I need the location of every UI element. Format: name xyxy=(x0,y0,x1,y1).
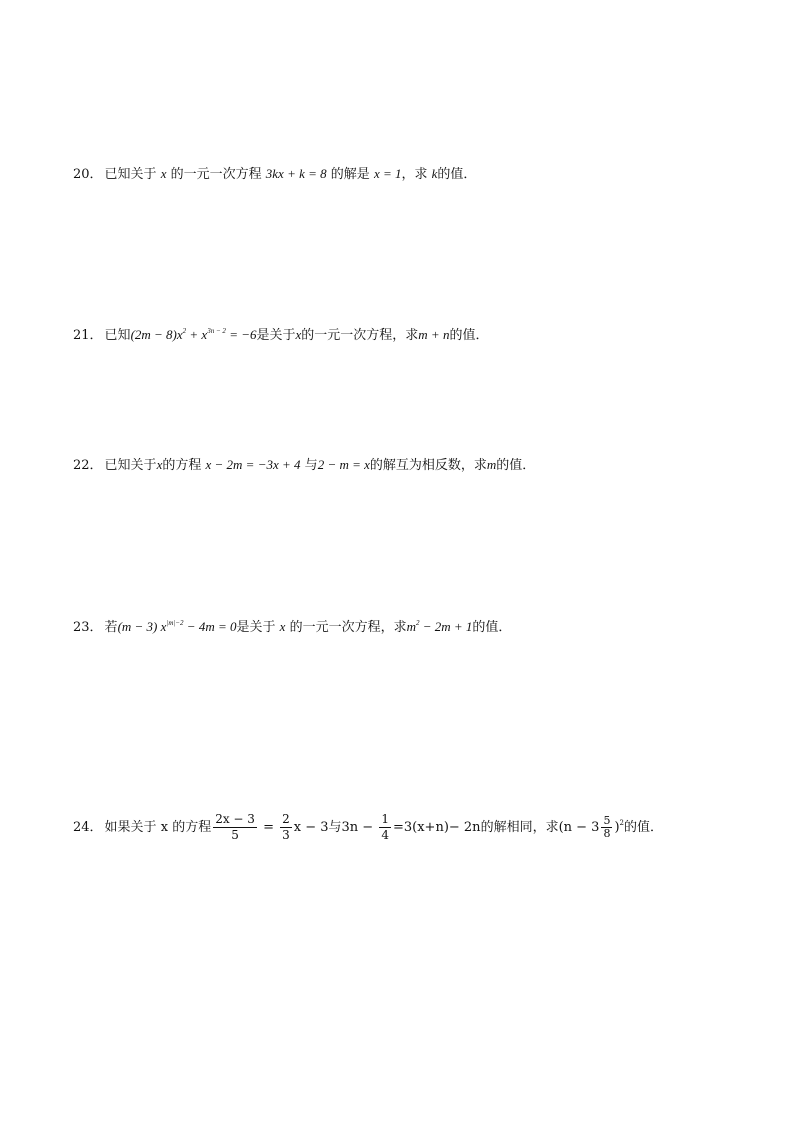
math-variable: x xyxy=(160,166,167,181)
problem-number: 20． xyxy=(73,167,103,182)
problem-text: 的一元一次方程，求 xyxy=(289,620,407,635)
problem-text: 的值． xyxy=(437,167,477,182)
problem-24 xyxy=(73,808,663,848)
problem-22 xyxy=(73,457,535,474)
problem-text: 如果关于 xyxy=(104,820,157,835)
fraction xyxy=(280,812,292,843)
math-term: x − 3 xyxy=(293,820,329,835)
math-term: + x xyxy=(186,327,208,342)
fraction-denominator: 8 xyxy=(603,827,611,840)
math-exponent: 2 xyxy=(182,327,187,335)
math-equation xyxy=(131,327,257,342)
math-term: ) xyxy=(614,820,620,835)
fraction-numerator: 2x − 3 xyxy=(215,812,255,826)
math-term: 3n − xyxy=(341,820,378,835)
problem-text: 的值． xyxy=(449,328,489,343)
problem-text: 的方程 xyxy=(162,458,202,473)
problem-text: 已知 xyxy=(104,328,131,343)
fraction-denominator: 4 xyxy=(381,828,389,842)
problem-text: 与 xyxy=(304,458,318,473)
problem-text: 若 xyxy=(104,620,118,635)
math-variable: x xyxy=(156,457,163,472)
math-term: (2m − 8)x xyxy=(130,327,183,342)
math-term: (n − 3 xyxy=(558,820,600,835)
problem-number: 23． xyxy=(73,620,103,635)
problem-number: 21． xyxy=(73,328,103,343)
math-variable: k xyxy=(431,166,438,181)
math-term: =3(x+n)− 2n xyxy=(392,820,481,835)
math-term: (m − 3) x xyxy=(117,619,167,634)
math-term: − 2m + 1 xyxy=(419,619,473,634)
math-term: − 4m = 0 xyxy=(183,619,237,634)
problem-23 xyxy=(73,619,511,636)
problem-number: 22． xyxy=(73,458,103,473)
math-expression: m + n xyxy=(418,327,450,342)
problem-text: 的解相同，求 xyxy=(480,820,559,835)
problem-text: 的方程 xyxy=(172,820,212,835)
problem-text: 的一元一次方程，求 xyxy=(301,328,419,343)
problem-text: ，求 xyxy=(401,167,428,182)
problem-text: 的值． xyxy=(496,458,536,473)
problem-text: 已知关于 xyxy=(104,458,157,473)
problem-text: 的一元一次方程 xyxy=(170,167,262,182)
math-term: m xyxy=(406,619,416,634)
problem-text: 的值． xyxy=(472,620,512,635)
math-variable: x xyxy=(279,619,286,634)
problem-text: 的值． xyxy=(624,820,664,835)
problem-text: 是关于 xyxy=(236,620,276,635)
problem-20 xyxy=(73,166,476,183)
fraction-denominator: 5 xyxy=(231,828,239,842)
math-exponent: 2 xyxy=(415,619,420,627)
fraction-numerator: 1 xyxy=(381,812,389,826)
fraction xyxy=(213,812,257,843)
math-term: = −6 xyxy=(225,327,257,342)
math-equation: 3kx + k = 8 xyxy=(265,166,327,181)
fraction-numerator: 5 xyxy=(603,814,611,827)
math-term: = xyxy=(258,820,279,835)
math-variable: x xyxy=(160,820,169,835)
problem-21 xyxy=(73,327,488,344)
math-variable: x xyxy=(295,327,302,342)
math-exponent: |m|−2 xyxy=(166,619,184,627)
problem-text: 的解是 xyxy=(330,167,370,182)
math-equation xyxy=(118,619,237,634)
math-exponent: 3n − 2 xyxy=(207,327,226,335)
fraction xyxy=(601,815,612,840)
math-expression xyxy=(407,619,473,634)
problem-text: 与 xyxy=(328,820,342,835)
math-solution: x = 1 xyxy=(373,166,402,181)
fraction xyxy=(379,812,391,843)
math-exponent: 2 xyxy=(619,819,624,827)
problem-text: 是关于 xyxy=(256,328,296,343)
math-equation: x − 2m = −3x + 4 xyxy=(205,457,301,472)
fraction-numerator: 2 xyxy=(282,812,290,826)
math-equation: 2 − m = x xyxy=(317,457,370,472)
problem-text: 的解互为相反数，求 xyxy=(369,458,487,473)
problem-number: 24． xyxy=(73,820,103,835)
problem-text: 已知关于 xyxy=(104,167,157,182)
fraction-denominator: 3 xyxy=(282,828,290,842)
math-variable: m xyxy=(486,457,497,472)
